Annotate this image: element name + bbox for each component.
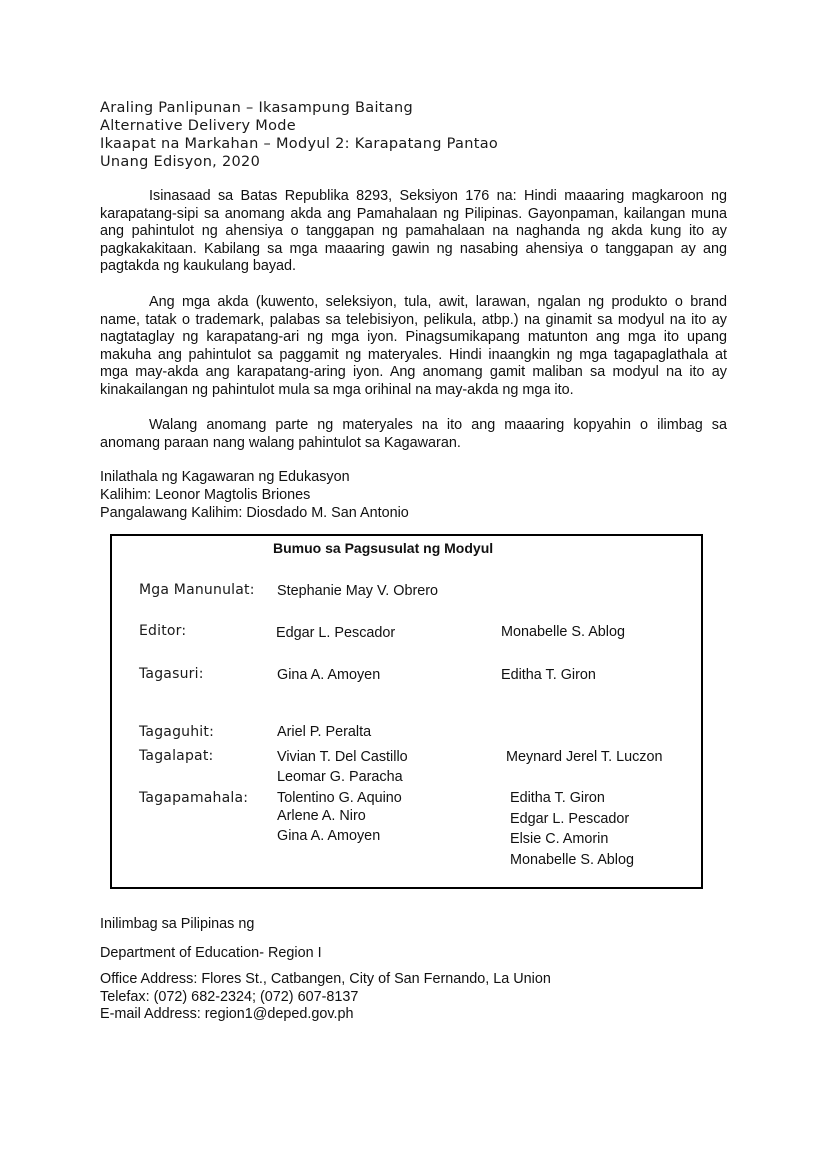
- printed-by: Inilimbag sa Pilipinas ng: [100, 916, 255, 932]
- undersecretary-line: Pangalawang Kalihim: Diosdado M. San Antonio: [100, 505, 409, 521]
- layout-label: Tagalapat:: [139, 748, 214, 764]
- editor-name-1: Edgar L. Pescador: [276, 625, 396, 641]
- management-name-6: Elsie C. Amorin: [510, 831, 609, 847]
- paragraph-text: Isinasaad sa Batas Republika 8293, Seksiyon 176 na: Hindi maaaring magkaroon ng karapatang-sipi sa anomang akda ang Pamahalaan ng Pilipinas. Gayonpaman, kailangan muna ang pahintulot ng ahensiya o tanggapan ng pamahalaan na naghanda ng akda kung ito ay pagkakakitaan. Kabilang sa mga maaaring gawin ng nasabing ahensiya o tanggapan ay ang pagtakda ng kaukulang bayad.: [100, 188, 727, 275]
- management-name-2: Arlene A. Niro: [277, 808, 366, 824]
- paragraph-text: Ang mga akda (kuwento, seleksiyon, tula, awit, larawan, ngalan ng produkto o brand name, tatak o trademark, palabas sa telebisiyon, pelikula, atbp.) na ginamit sa modyul na ito ay nagtataglay ng karapatang-ari ng mga iyon. Pinagsumikapang matunton ang mga ito upang makuha ang pahintulot sa paggamit ng materyales. Hindi inaangkin ng mga tagapaglathala at mga may-akda ang karapatang-aring iyon. Ang anomang gamit maliban sa modyul na ito ay kinakailangan ng pahintulot mula sa mga orihinal na may-akda ng mga ito.: [100, 294, 727, 398]
- secretary-line: Kalihim: Leonor Magtolis Briones: [100, 487, 311, 503]
- header-title: Araling Panlipunan – Ikasampung Baitang: [100, 100, 413, 116]
- management-label: Tagapamahala:: [139, 790, 249, 806]
- editor-label: Editor:: [139, 623, 187, 639]
- header-mode: Alternative Delivery Mode: [100, 118, 296, 134]
- copyright-paragraph-2: [100, 294, 727, 400]
- copyright-paragraph-1: [100, 188, 727, 276]
- management-name-3: Gina A. Amoyen: [277, 828, 381, 844]
- department-name: Department of Education- Region I: [100, 945, 322, 961]
- copyright-paragraph-3: [100, 417, 727, 452]
- header-edition: Unang Edisyon, 2020: [100, 154, 261, 170]
- reviewer-name-2: Editha T. Giron: [501, 667, 596, 683]
- management-name-7: Monabelle S. Ablog: [510, 852, 635, 868]
- layout-name-2: Leomar G. Paracha: [277, 769, 403, 785]
- telefax: Telefax: (072) 682-2324; (072) 607-8137: [100, 989, 359, 1005]
- credits-title: Bumuo sa Pagsusulat ng Modyul: [273, 540, 494, 556]
- reviewer-label: Tagasuri:: [139, 666, 204, 682]
- paragraph-text: Walang anomang parte ng materyales na ito ang maaaring kopyahin o ilimbag sa anomang paraan nang walang pahintulot sa Kagawaran.: [100, 417, 727, 451]
- writers-label: Mga Manunulat:: [139, 582, 255, 598]
- layout-name-1: Vivian T. Del Castillo: [277, 749, 408, 765]
- management-name-1: Tolentino G. Aquino: [277, 790, 402, 806]
- management-name-4: Editha T. Giron: [510, 790, 605, 806]
- writers-name: Stephanie May V. Obrero: [277, 583, 439, 599]
- office-address: Office Address: Flores St., Catbangen, City of San Fernando, La Union: [100, 971, 551, 987]
- editor-name-2: Monabelle S. Ablog: [501, 624, 626, 640]
- publisher-line: Inilathala ng Kagawaran ng Edukasyon: [100, 469, 350, 485]
- reviewer-name-1: Gina A. Amoyen: [277, 667, 381, 683]
- header-module: Ikaapat na Markahan – Modyul 2: Karapatang Pantao: [100, 136, 499, 152]
- management-name-5: Edgar L. Pescador: [510, 811, 630, 827]
- illustrator-label: Tagaguhit:: [139, 724, 215, 740]
- email-address: E-mail Address: region1@deped.gov.ph: [100, 1006, 354, 1022]
- illustrator-name: Ariel P. Peralta: [277, 724, 372, 740]
- layout-name-3: Meynard Jerel T. Luczon: [506, 749, 663, 765]
